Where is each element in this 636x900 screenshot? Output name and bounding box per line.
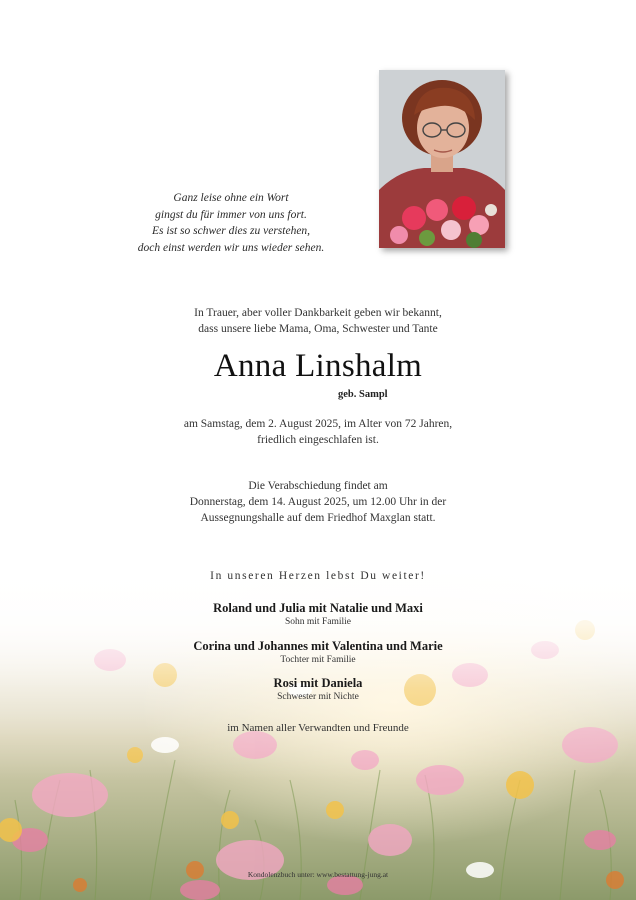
- mourner-relation: Schwester mit Nichte: [277, 692, 359, 702]
- poem-line: doch einst werden wir uns wieder sehen.: [137, 241, 325, 254]
- poem-line: Es ist so schwer dies zu verstehen,: [151, 225, 311, 237]
- poem-line: gingst du für immer von uns fort.: [155, 208, 307, 221]
- farewell-line: Die Verabschiedung findet am: [248, 480, 388, 492]
- mourner-names: Corina und Johannes mit Valentina und Marie: [193, 639, 443, 653]
- mourner-relation: Tochter mit Familie: [280, 655, 356, 665]
- mourner-group: [0, 676, 636, 702]
- poem-line: Ganz leise ohne ein Wort: [173, 192, 289, 204]
- death-notice-line: friedlich eingeschlafen ist.: [257, 434, 379, 446]
- farewell-info: [0, 478, 636, 526]
- mourner-relation: Sohn mit Familie: [285, 617, 351, 627]
- deceased-name: Anna Linshalm: [213, 348, 423, 384]
- intro-line: In Trauer, aber voller Dankbarkeit geben wir bekannt,: [194, 307, 442, 319]
- farewell-line: Donnerstag, dem 14. August 2025, um 12.00 Uhr in der: [189, 496, 447, 508]
- closing-line: im Namen aller Verwandten und Freunde: [227, 722, 409, 734]
- flower-meadow-image: [0, 540, 636, 900]
- condolence-link[interactable]: Kondolenzbuch unter: www.bestattung-jung.at: [247, 870, 389, 879]
- portrait-photo: [379, 70, 505, 248]
- death-notice-line: am Samstag, dem 2. August 2025, im Alter von 72 Jahren,: [183, 418, 453, 430]
- poem: [100, 190, 362, 256]
- announcement-intro: [0, 305, 636, 337]
- mourner-names: Rosi mit Daniela: [273, 676, 363, 690]
- death-notice: [0, 416, 636, 448]
- maiden-name: geb. Sampl: [338, 389, 388, 400]
- intro-line: dass unsere liebe Mama, Oma, Schwester und Tante: [198, 323, 438, 335]
- farewell-line: Aussegnungshalle auf dem Friedhof Maxglan statt.: [200, 512, 436, 524]
- mourner-group: [0, 639, 636, 665]
- mourner-group: [0, 601, 636, 627]
- mourner-names: Roland und Julia mit Natalie und Maxi: [213, 601, 423, 615]
- motto: In unseren Herzen lebst Du weiter!: [210, 570, 426, 582]
